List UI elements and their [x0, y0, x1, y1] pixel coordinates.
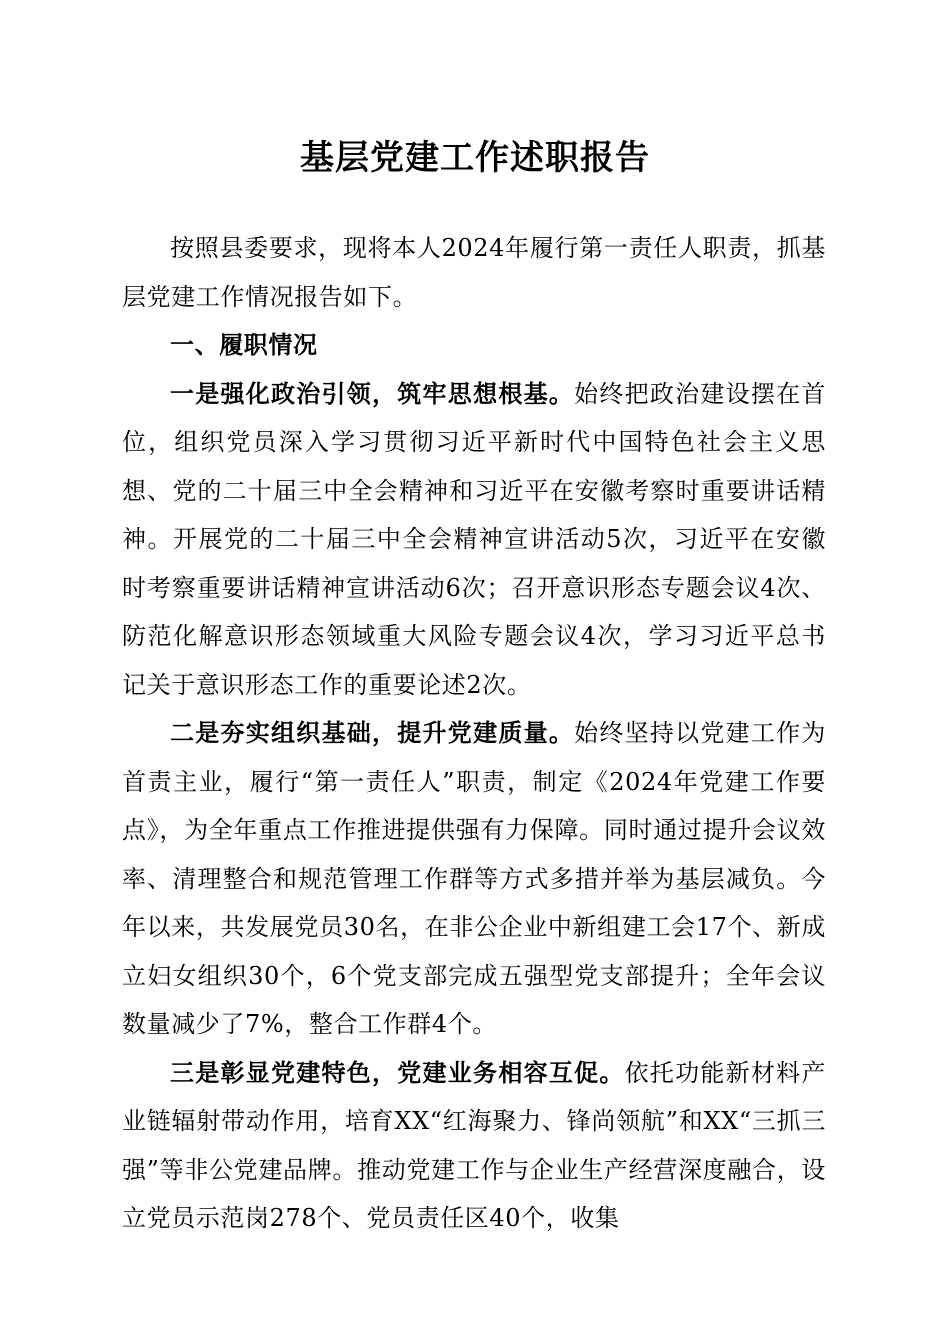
paragraph-body: 始终把政治建设摆在首位，组织党员深入学习贯彻习近平新时代中国特色社会主义思想、党的二十届三中全会精神和习近平在安徽考察时重要讲话精神。开展党的二十届三中全会精神宣讲活动5次，习近平在安徽时考察重要讲话精神宣讲活动6次；召开意识形态专题会议4次、防范化解意识形态领域重大风险专题会议4次，学习习近平总书记关于意识形态工作的重要论述2次。 [122, 379, 826, 699]
paragraph-lead: 三是彰显党建特色，党建业务相容互促。 [170, 1057, 625, 1087]
paragraph-lead: 二是夯实组织基础，提升党建质量。 [170, 718, 575, 747]
document-body [122, 224, 826, 1243]
paragraph-body: 依托功能新材料产业链辐射带动作用，培育XX“红海聚力、锋尚领航”和XX“三抓三强”等非公党建品牌。推动党建工作与企业生产经营深度融合，设立党员示范岗278个、党员责任区40个，收集 [122, 1058, 826, 1232]
section-heading: 一、履职情况 [170, 331, 318, 359]
paragraph-item-2 [122, 709, 826, 1049]
paragraph-body: 始终坚持以党建工作为首责主业，履行“第一责任人”职责，制定《2024年党建工作要点》，为全年重点工作推进提供强有力保障。同时通过提升会议效率、清理整合和规范管理工作群等方式多措并举为基层减负。今年以来，共发展党员30名，在非公企业中新组建工会17个、新成立妇女组织30个，6个党支部完成五强型党支部提升；全年会议数量减少了7%，整合工作群4个。 [122, 719, 826, 1038]
paragraph-item-1 [122, 370, 826, 710]
intro-paragraph: 按照县委要求，现将本人2024年履行第一责任人职责，抓基层党建工作情况报告如下。 [122, 234, 826, 311]
document-title: 基层党建工作述职报告 [300, 138, 650, 178]
paragraph-lead: 一是强化政治引领，筑牢思想根基。 [170, 378, 575, 408]
paragraph-item-3 [122, 1049, 826, 1243]
